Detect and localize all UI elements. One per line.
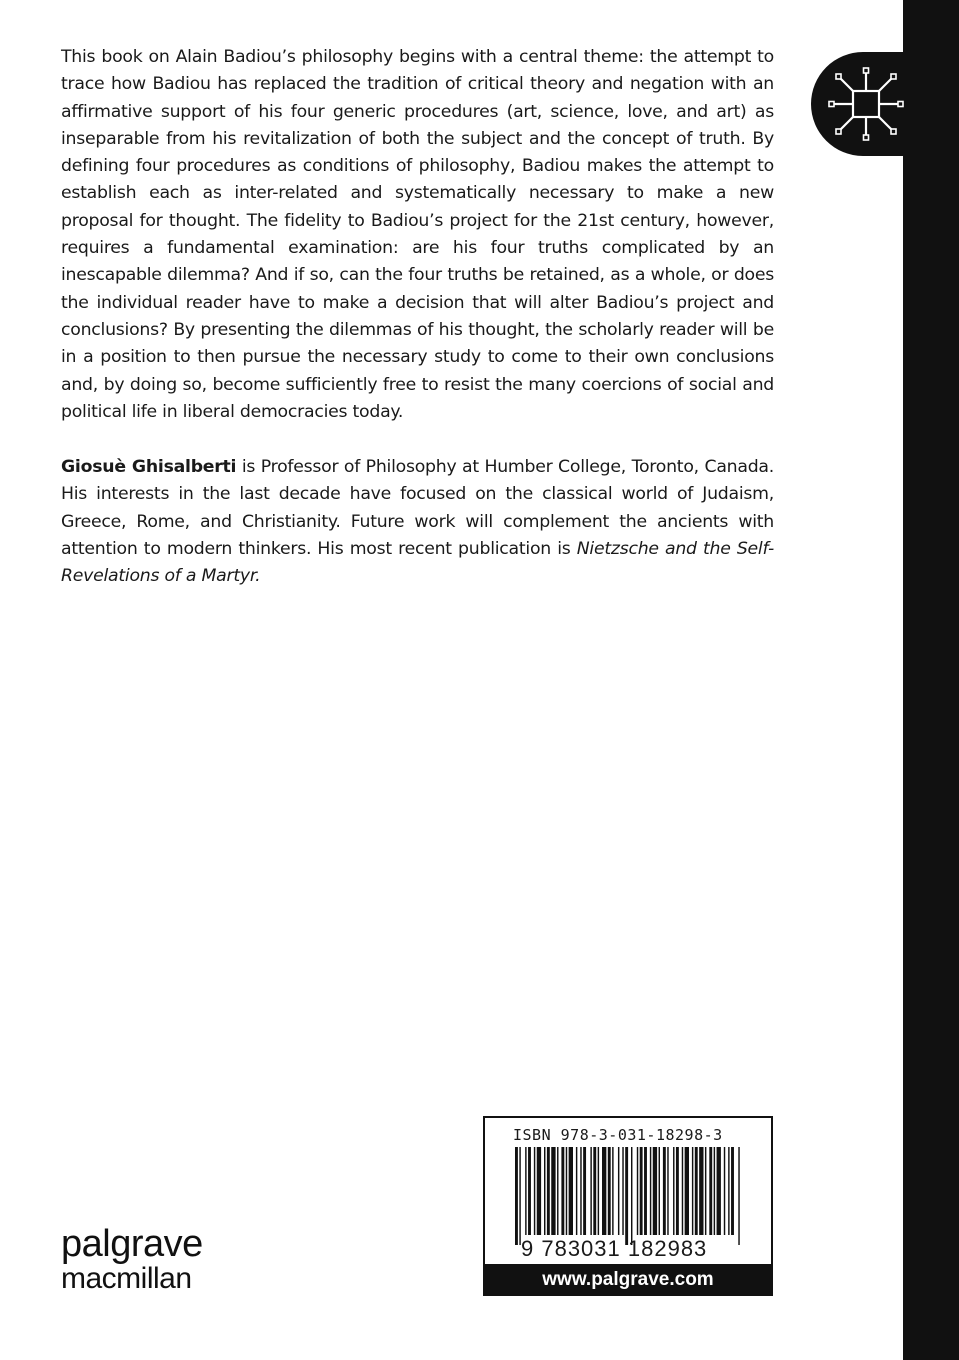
barcode-bar [650, 1147, 651, 1235]
barcode-bar [663, 1147, 666, 1235]
publisher-logo [61, 1225, 261, 1295]
barcode-bar [709, 1147, 712, 1235]
barcode-bar [644, 1147, 647, 1235]
barcode-bar [580, 1147, 581, 1235]
barcode-bar [738, 1147, 739, 1245]
barcode-bar [637, 1147, 638, 1235]
barcode-bar [519, 1147, 520, 1245]
barcode-bar [534, 1147, 535, 1235]
barcode-bar [728, 1147, 729, 1235]
barcode-bar [602, 1147, 606, 1235]
barcode-bar [515, 1147, 518, 1245]
barcode-bar [590, 1147, 591, 1235]
back-cover-text [61, 44, 774, 591]
barcode-bar [566, 1147, 567, 1235]
barcode-bar [717, 1147, 721, 1235]
barcode-bar [682, 1147, 683, 1235]
barcode-bar [622, 1147, 623, 1235]
palgrave-network-square-icon [821, 62, 911, 146]
barcode-bars [515, 1147, 745, 1245]
barcode-bar [640, 1147, 643, 1235]
publisher-website[interactable]: www.palgrave.com [483, 1264, 773, 1296]
barcode-bar [612, 1147, 613, 1235]
recent-publication-title: Nietzsche and the Self-Revelations of a Martyr. [61, 539, 774, 587]
barcode-bar [618, 1147, 619, 1235]
barcode-bar [593, 1147, 596, 1235]
barcode-bar [659, 1147, 660, 1235]
author-name: Giosuè Ghisalberti [61, 457, 237, 478]
barcode-bar [699, 1147, 703, 1235]
barcode-bar [731, 1147, 734, 1235]
barcode-bar [685, 1147, 689, 1235]
barcode-bar [673, 1147, 674, 1235]
barcode-bar [544, 1147, 545, 1235]
author-bio [61, 454, 774, 590]
barcode-bar [557, 1147, 558, 1235]
barcode-bar [724, 1147, 725, 1235]
barcode-bar [676, 1147, 679, 1235]
isbn-barcode [483, 1116, 773, 1266]
book-spine [903, 0, 959, 1360]
barcode-bar [528, 1147, 531, 1235]
barcode-bar [631, 1147, 632, 1245]
publisher-name-line1: palgrave [61, 1223, 203, 1265]
barcode-digits: 9 783031 182983 [521, 1236, 708, 1261]
barcode-bar [608, 1147, 611, 1235]
barcode-bar [551, 1147, 555, 1235]
barcode-bar [583, 1147, 586, 1235]
barcode-bar [714, 1147, 715, 1235]
barcode-bar [561, 1147, 564, 1235]
publisher-emblem-tab [811, 52, 959, 156]
barcode-bar [525, 1147, 526, 1235]
barcode-bar [667, 1147, 668, 1235]
barcode-bar [705, 1147, 706, 1235]
barcode-bar [569, 1147, 573, 1235]
barcode-bar [537, 1147, 541, 1235]
author-bio-text: is Professor of Philosophy at Humber College, Toronto, Canada. His interests in the last decade have focused on the classical world of Judaism, Greece, Rome, and Christianity. Future work will complement the ancients with attention to modern thinkers. His most recent publication is [61, 457, 774, 560]
barcode-bar [695, 1147, 698, 1235]
barcode-bar [598, 1147, 599, 1235]
isbn-label: ISBN 978-3-031-18298-3 [513, 1126, 723, 1144]
book-description: This book on Alain Badiou’s philosophy begins with a central theme: the attempt to trace how Badiou has replaced the tradition of critical theory and negation with an affirmative support of his four generic procedures (art, science, love, and art) as inseparable from his revitalization of both the subject and the concept of truth. By defining four procedures as conditions of philosophy, Badiou makes the attempt to establish each as inter-related and systematically necessary to make a new proposal for thought. The fidelity to Badiou’s project for the 21st century, however, requires a fundamental examination: are his four truths complicated by an inescapable dilemma? And if so, can the four truths be retained, as a whole, or does the individual reader have to make a decision that will alter Badiou’s project and conclusions? By presenting the dilemmas of his thought, the scholarly reader will be in a position to then pursue the necessary study to come to their own conclusions and, by doing so, become sufficiently free to resist the many coercions of social and political life in liberal democracies today. [61, 47, 774, 422]
barcode-bar [547, 1147, 550, 1235]
barcode-bar [576, 1147, 577, 1235]
publisher-name-line2: macmillan [61, 1262, 192, 1295]
barcode-bar [625, 1147, 628, 1245]
barcode-bar [653, 1147, 657, 1235]
barcode-bar [692, 1147, 693, 1235]
